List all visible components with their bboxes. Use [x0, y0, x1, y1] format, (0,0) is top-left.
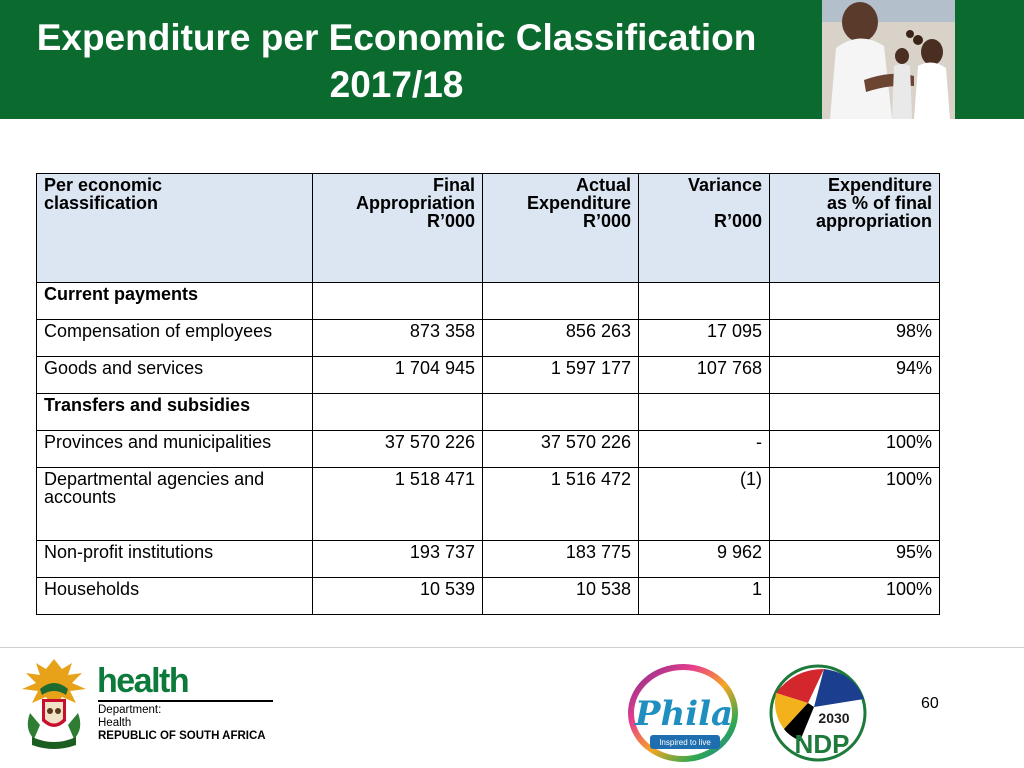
health-brand-word: health [97, 662, 189, 700]
cell-variance [639, 283, 770, 320]
cell-final-appropriation [313, 394, 483, 431]
department-line: Health [98, 717, 132, 729]
row-label-line: Departmental agencies and [44, 469, 265, 489]
table-row [37, 578, 940, 615]
column-header-variance [639, 174, 770, 283]
cell-expenditure-percent: 98% [770, 320, 940, 357]
cell-final-appropriation [313, 283, 483, 320]
header-text: Actual [575, 175, 631, 195]
header-text: as % of final [826, 193, 932, 213]
department-label [98, 704, 266, 743]
page-title [0, 14, 793, 108]
column-header-actual-expenditure [483, 174, 639, 283]
cell-final-appropriation: 193 737 [313, 541, 483, 578]
cell-actual-expenditure: 1 597 177 [483, 357, 639, 394]
header-text: Expenditure [526, 193, 631, 213]
phila-tagline: Inspired to live [659, 738, 711, 747]
header-text: Final [432, 175, 475, 195]
cell-expenditure-percent: 100% [770, 468, 940, 541]
phila-logo [626, 663, 744, 763]
cell-actual-expenditure: 183 775 [483, 541, 639, 578]
cell-expenditure-percent: 94% [770, 357, 940, 394]
row-label: Compensation of employees [37, 320, 313, 357]
health-brand-rule [98, 700, 273, 702]
cell-expenditure-percent: 95% [770, 541, 940, 578]
expenditure-table [36, 173, 940, 615]
cell-actual-expenditure: 856 263 [483, 320, 639, 357]
cell-expenditure-percent [770, 283, 940, 320]
cell-actual-expenditure: 1 516 472 [483, 468, 639, 541]
cell-variance: - [639, 431, 770, 468]
ndp-year: 2030 [818, 710, 850, 726]
table-row [37, 320, 940, 357]
cell-variance [639, 394, 770, 431]
cell-actual-expenditure [483, 283, 639, 320]
cell-final-appropriation: 37 570 226 [313, 431, 483, 468]
ndp-word: NDP [794, 729, 850, 759]
title-line-2: 2017/18 [329, 64, 464, 105]
cell-final-appropriation: 10 539 [313, 578, 483, 615]
cell-final-appropriation: 1 704 945 [313, 357, 483, 394]
header-text: classification [44, 193, 159, 213]
row-label: Goods and services [37, 357, 313, 394]
header-text: appropriation [816, 211, 932, 231]
column-header-expenditure-percent [770, 174, 940, 283]
cell-actual-expenditure [483, 394, 639, 431]
header-text: Appropriation [356, 193, 475, 213]
row-label: Current payments [37, 283, 313, 320]
cell-variance: 17 095 [639, 320, 770, 357]
cell-final-appropriation: 1 518 471 [313, 468, 483, 541]
table-row-transfers-and-subsidies [37, 394, 940, 431]
row-label: Households [37, 578, 313, 615]
row-label [37, 468, 313, 541]
table-header-row [37, 174, 940, 283]
cell-expenditure-percent: 100% [770, 431, 940, 468]
footer-divider [0, 647, 1024, 648]
cell-variance: 1 [639, 578, 770, 615]
row-label: Provinces and municipalities [37, 431, 313, 468]
phila-word: Phila [634, 694, 734, 734]
table-row [37, 541, 940, 578]
coat-of-arms-icon [16, 655, 92, 751]
column-header-final-appropriation [313, 174, 483, 283]
header-spacer [646, 194, 762, 212]
cell-variance: 9 962 [639, 541, 770, 578]
table-row-current-payments [37, 283, 940, 320]
cell-variance: 107 768 [639, 357, 770, 394]
row-label: Transfers and subsidies [37, 394, 313, 431]
table-row [37, 468, 940, 541]
column-header-classification [37, 174, 313, 283]
cell-actual-expenditure: 10 538 [483, 578, 639, 615]
header-text: Expenditure [827, 175, 932, 195]
header-text: R’000 [713, 211, 762, 231]
title-line-1: Expenditure per Economic Classification [36, 17, 757, 58]
header-text: Variance [687, 175, 762, 195]
header-text: R’000 [582, 211, 631, 231]
row-label-line: accounts [44, 487, 117, 507]
header-text: Per economic [44, 175, 163, 195]
nurse-and-children-photo [822, 0, 955, 119]
header-text: R’000 [426, 211, 475, 231]
cell-actual-expenditure: 37 570 226 [483, 431, 639, 468]
department-country: REPUBLIC OF SOUTH AFRICA [98, 730, 266, 742]
cell-expenditure-percent: 100% [770, 578, 940, 615]
row-label: Non-profit institutions [37, 541, 313, 578]
cell-final-appropriation: 873 358 [313, 320, 483, 357]
table-row [37, 357, 940, 394]
page-number: 60 [921, 695, 939, 712]
table-row [37, 431, 940, 468]
cell-variance: (1) [639, 468, 770, 541]
cell-expenditure-percent [770, 394, 940, 431]
ndp-2030-logo [764, 663, 872, 763]
department-line: Department: [98, 704, 162, 716]
